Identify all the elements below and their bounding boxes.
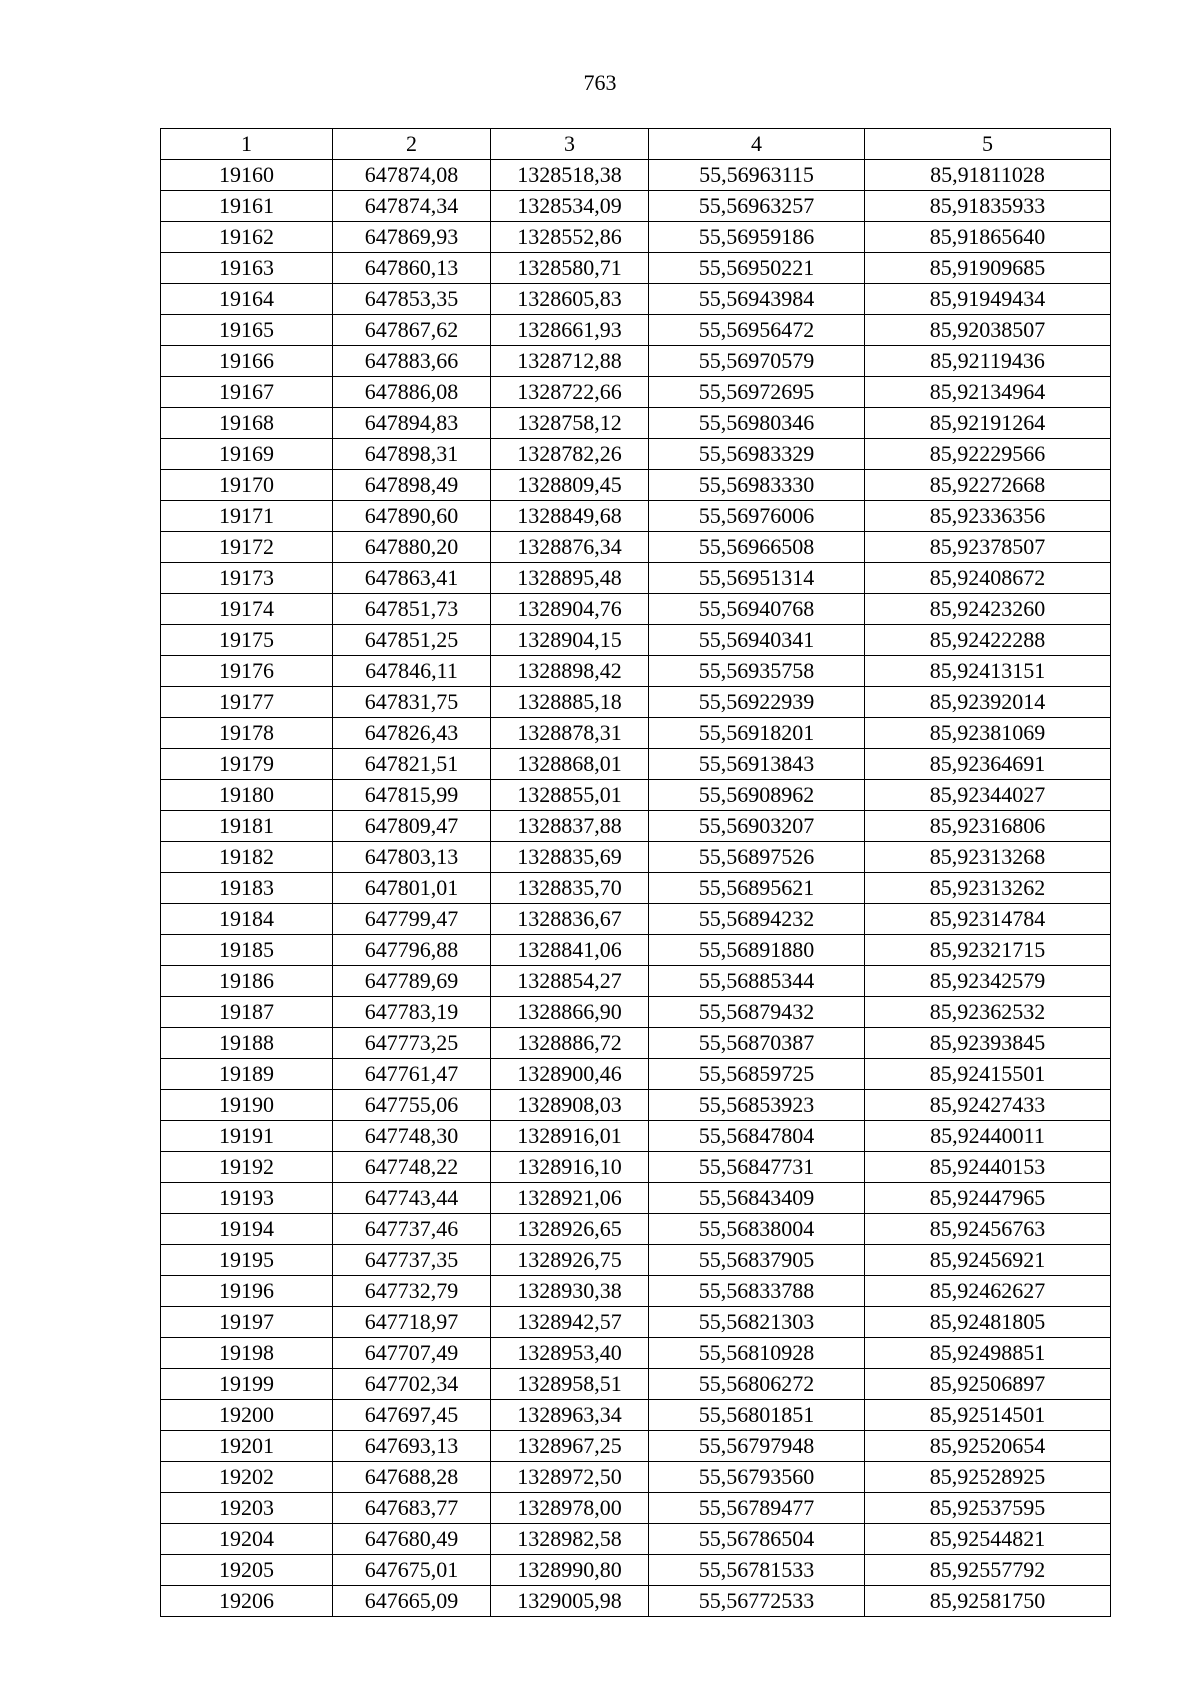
cell-col-5: 85,92456921	[865, 1245, 1111, 1276]
table-row	[161, 253, 1111, 284]
cell-col-3: 1328758,12	[491, 408, 649, 439]
cell-col-3: 1328841,06	[491, 935, 649, 966]
cell-col-3: 1328722,66	[491, 377, 649, 408]
cell-point-number: 19188	[161, 1028, 333, 1059]
cell-col-2: 647737,35	[333, 1245, 491, 1276]
cell-col-3: 1328972,50	[491, 1462, 649, 1493]
header-col-1: 1	[161, 129, 333, 160]
cell-col-5: 85,92408672	[865, 563, 1111, 594]
cell-point-number: 19184	[161, 904, 333, 935]
cell-col-4: 55,56963115	[649, 160, 865, 191]
cell-col-4: 55,56943984	[649, 284, 865, 315]
cell-col-3: 1328978,00	[491, 1493, 649, 1524]
table-row	[161, 470, 1111, 501]
table-row	[161, 873, 1111, 904]
cell-point-number: 19198	[161, 1338, 333, 1369]
cell-point-number: 19171	[161, 501, 333, 532]
cell-col-4: 55,56951314	[649, 563, 865, 594]
cell-col-3: 1328953,40	[491, 1338, 649, 1369]
cell-col-5: 85,92427433	[865, 1090, 1111, 1121]
cell-col-2: 647748,22	[333, 1152, 491, 1183]
table-row	[161, 1586, 1111, 1617]
cell-col-3: 1328835,69	[491, 842, 649, 873]
table-row	[161, 1431, 1111, 1462]
cell-col-5: 85,92581750	[865, 1586, 1111, 1617]
cell-col-5: 85,92506897	[865, 1369, 1111, 1400]
cell-col-4: 55,56781533	[649, 1555, 865, 1586]
table-row	[161, 1524, 1111, 1555]
table-row	[161, 284, 1111, 315]
table-row	[161, 935, 1111, 966]
cell-col-3: 1328958,51	[491, 1369, 649, 1400]
cell-col-4: 55,56970579	[649, 346, 865, 377]
cell-col-4: 55,56772533	[649, 1586, 865, 1617]
cell-col-3: 1328849,68	[491, 501, 649, 532]
cell-col-5: 85,91909685	[865, 253, 1111, 284]
cell-point-number: 19164	[161, 284, 333, 315]
cell-point-number: 19191	[161, 1121, 333, 1152]
cell-point-number: 19161	[161, 191, 333, 222]
cell-col-4: 55,56983330	[649, 470, 865, 501]
cell-col-4: 55,56959186	[649, 222, 865, 253]
cell-col-4: 55,56950221	[649, 253, 865, 284]
cell-col-3: 1328904,76	[491, 594, 649, 625]
cell-col-4: 55,56801851	[649, 1400, 865, 1431]
cell-col-2: 647809,47	[333, 811, 491, 842]
cell-col-2: 647867,62	[333, 315, 491, 346]
cell-col-4: 55,56976006	[649, 501, 865, 532]
cell-col-3: 1328904,15	[491, 625, 649, 656]
cell-col-4: 55,56847804	[649, 1121, 865, 1152]
cell-point-number: 19177	[161, 687, 333, 718]
table-row	[161, 1214, 1111, 1245]
cell-col-5: 85,92481805	[865, 1307, 1111, 1338]
cell-point-number: 19187	[161, 997, 333, 1028]
cell-point-number: 19202	[161, 1462, 333, 1493]
cell-col-5: 85,92191264	[865, 408, 1111, 439]
table-row	[161, 439, 1111, 470]
cell-col-2: 647886,08	[333, 377, 491, 408]
cell-col-5: 85,92336356	[865, 501, 1111, 532]
header-col-4: 4	[649, 129, 865, 160]
table-row	[161, 1307, 1111, 1338]
cell-col-5: 85,92520654	[865, 1431, 1111, 1462]
cell-col-4: 55,56897526	[649, 842, 865, 873]
table-header	[161, 129, 1111, 160]
cell-point-number: 19179	[161, 749, 333, 780]
cell-col-4: 55,56833788	[649, 1276, 865, 1307]
cell-col-4: 55,56922939	[649, 687, 865, 718]
cell-col-2: 647761,47	[333, 1059, 491, 1090]
cell-point-number: 19170	[161, 470, 333, 501]
cell-col-2: 647898,49	[333, 470, 491, 501]
cell-point-number: 19180	[161, 780, 333, 811]
cell-col-5: 85,92544821	[865, 1524, 1111, 1555]
table-row	[161, 997, 1111, 1028]
cell-col-3: 1328878,31	[491, 718, 649, 749]
cell-col-5: 85,91835933	[865, 191, 1111, 222]
cell-point-number: 19186	[161, 966, 333, 997]
cell-col-3: 1328900,46	[491, 1059, 649, 1090]
cell-point-number: 19189	[161, 1059, 333, 1090]
cell-col-2: 647680,49	[333, 1524, 491, 1555]
cell-col-3: 1328518,38	[491, 160, 649, 191]
cell-col-5: 85,92514501	[865, 1400, 1111, 1431]
cell-col-3: 1328836,67	[491, 904, 649, 935]
cell-col-5: 85,92313268	[865, 842, 1111, 873]
header-col-3: 3	[491, 129, 649, 160]
cell-col-3: 1328898,42	[491, 656, 649, 687]
table-row	[161, 1493, 1111, 1524]
cell-col-2: 647898,31	[333, 439, 491, 470]
table-row	[161, 1059, 1111, 1090]
cell-col-2: 647743,44	[333, 1183, 491, 1214]
cell-col-5: 85,92316806	[865, 811, 1111, 842]
cell-col-5: 85,92038507	[865, 315, 1111, 346]
cell-col-2: 647853,35	[333, 284, 491, 315]
table-row	[161, 1245, 1111, 1276]
cell-col-5: 85,92392014	[865, 687, 1111, 718]
cell-col-4: 55,56940341	[649, 625, 865, 656]
cell-col-2: 647846,11	[333, 656, 491, 687]
cell-col-5: 85,92393845	[865, 1028, 1111, 1059]
cell-col-4: 55,56966508	[649, 532, 865, 563]
table-row	[161, 1338, 1111, 1369]
cell-col-3: 1328552,86	[491, 222, 649, 253]
table-row	[161, 563, 1111, 594]
cell-point-number: 19205	[161, 1555, 333, 1586]
cell-col-5: 85,92423260	[865, 594, 1111, 625]
cell-col-2: 647831,75	[333, 687, 491, 718]
cell-col-4: 55,56935758	[649, 656, 865, 687]
cell-col-5: 85,92321715	[865, 935, 1111, 966]
cell-point-number: 19201	[161, 1431, 333, 1462]
cell-col-2: 647815,99	[333, 780, 491, 811]
table-row	[161, 656, 1111, 687]
cell-point-number: 19173	[161, 563, 333, 594]
cell-col-2: 647801,01	[333, 873, 491, 904]
cell-col-4: 55,56797948	[649, 1431, 865, 1462]
cell-col-3: 1328921,06	[491, 1183, 649, 1214]
cell-point-number: 19183	[161, 873, 333, 904]
cell-col-4: 55,56913843	[649, 749, 865, 780]
cell-col-2: 647803,13	[333, 842, 491, 873]
cell-col-4: 55,56903207	[649, 811, 865, 842]
cell-col-5: 85,92313262	[865, 873, 1111, 904]
cell-point-number: 19162	[161, 222, 333, 253]
cell-col-5: 85,92378507	[865, 532, 1111, 563]
cell-col-3: 1328605,83	[491, 284, 649, 315]
cell-col-3: 1328930,38	[491, 1276, 649, 1307]
table-row	[161, 1369, 1111, 1400]
cell-point-number: 19182	[161, 842, 333, 873]
cell-col-3: 1328886,72	[491, 1028, 649, 1059]
table-row	[161, 1090, 1111, 1121]
table-row	[161, 1028, 1111, 1059]
cell-point-number: 19165	[161, 315, 333, 346]
table-row	[161, 749, 1111, 780]
cell-col-5: 85,91949434	[865, 284, 1111, 315]
table-row	[161, 718, 1111, 749]
cell-point-number: 19167	[161, 377, 333, 408]
cell-col-4: 55,56847731	[649, 1152, 865, 1183]
cell-point-number: 19160	[161, 160, 333, 191]
cell-point-number: 19194	[161, 1214, 333, 1245]
cell-col-2: 647693,13	[333, 1431, 491, 1462]
cell-col-5: 85,91865640	[865, 222, 1111, 253]
cell-col-4: 55,56908962	[649, 780, 865, 811]
cell-point-number: 19176	[161, 656, 333, 687]
cell-col-3: 1328534,09	[491, 191, 649, 222]
table-row	[161, 687, 1111, 718]
table-row	[161, 1121, 1111, 1152]
cell-col-3: 1329005,98	[491, 1586, 649, 1617]
cell-col-5: 85,92362532	[865, 997, 1111, 1028]
cell-col-5: 85,92440153	[865, 1152, 1111, 1183]
cell-point-number: 19199	[161, 1369, 333, 1400]
table-row	[161, 1462, 1111, 1493]
cell-col-2: 647675,01	[333, 1555, 491, 1586]
cell-col-2: 647707,49	[333, 1338, 491, 1369]
table-row	[161, 501, 1111, 532]
cell-col-4: 55,56879432	[649, 997, 865, 1028]
table-row	[161, 346, 1111, 377]
table-row	[161, 780, 1111, 811]
cell-point-number: 19178	[161, 718, 333, 749]
cell-col-4: 55,56859725	[649, 1059, 865, 1090]
cell-col-5: 85,92134964	[865, 377, 1111, 408]
cell-col-2: 647880,20	[333, 532, 491, 563]
cell-col-4: 55,56821303	[649, 1307, 865, 1338]
cell-col-4: 55,56838004	[649, 1214, 865, 1245]
cell-col-3: 1328908,03	[491, 1090, 649, 1121]
cell-point-number: 19185	[161, 935, 333, 966]
cell-col-2: 647851,25	[333, 625, 491, 656]
table-row	[161, 1276, 1111, 1307]
cell-col-2: 647688,28	[333, 1462, 491, 1493]
cell-col-2: 647783,19	[333, 997, 491, 1028]
cell-col-2: 647732,79	[333, 1276, 491, 1307]
cell-col-2: 647826,43	[333, 718, 491, 749]
cell-col-5: 85,92364691	[865, 749, 1111, 780]
table-row	[161, 222, 1111, 253]
cell-col-4: 55,56843409	[649, 1183, 865, 1214]
cell-col-2: 647863,41	[333, 563, 491, 594]
coordinates-table	[160, 128, 1111, 1617]
cell-col-5: 85,92381069	[865, 718, 1111, 749]
cell-col-4: 55,56786504	[649, 1524, 865, 1555]
cell-col-3: 1328854,27	[491, 966, 649, 997]
page-number: 763	[583, 70, 617, 95]
cell-col-2: 647890,60	[333, 501, 491, 532]
table-row	[161, 377, 1111, 408]
cell-col-5: 85,92440011	[865, 1121, 1111, 1152]
cell-col-4: 55,56810928	[649, 1338, 865, 1369]
table-row	[161, 315, 1111, 346]
cell-col-5: 85,92422288	[865, 625, 1111, 656]
cell-col-3: 1328835,70	[491, 873, 649, 904]
cell-col-5: 85,92314784	[865, 904, 1111, 935]
cell-point-number: 19166	[161, 346, 333, 377]
cell-col-5: 85,92557792	[865, 1555, 1111, 1586]
cell-point-number: 19168	[161, 408, 333, 439]
cell-col-4: 55,56895621	[649, 873, 865, 904]
table-row	[161, 1152, 1111, 1183]
cell-col-4: 55,56793560	[649, 1462, 865, 1493]
table-row	[161, 811, 1111, 842]
cell-col-2: 647737,46	[333, 1214, 491, 1245]
cell-col-3: 1328868,01	[491, 749, 649, 780]
cell-col-3: 1328895,48	[491, 563, 649, 594]
cell-col-2: 647697,45	[333, 1400, 491, 1431]
cell-col-3: 1328916,10	[491, 1152, 649, 1183]
header-row	[161, 129, 1111, 160]
cell-point-number: 19204	[161, 1524, 333, 1555]
cell-col-4: 55,56894232	[649, 904, 865, 935]
cell-col-5: 85,92119436	[865, 346, 1111, 377]
cell-col-4: 55,56891880	[649, 935, 865, 966]
table-row	[161, 1555, 1111, 1586]
cell-col-5: 85,92415501	[865, 1059, 1111, 1090]
cell-point-number: 19172	[161, 532, 333, 563]
cell-col-3: 1328942,57	[491, 1307, 649, 1338]
cell-col-3: 1328855,01	[491, 780, 649, 811]
cell-col-3: 1328990,80	[491, 1555, 649, 1586]
cell-col-5: 85,92456763	[865, 1214, 1111, 1245]
cell-col-5: 85,92447965	[865, 1183, 1111, 1214]
cell-col-3: 1328782,26	[491, 439, 649, 470]
cell-point-number: 19169	[161, 439, 333, 470]
cell-col-5: 85,92229566	[865, 439, 1111, 470]
cell-col-2: 647799,47	[333, 904, 491, 935]
cell-point-number: 19163	[161, 253, 333, 284]
table-row	[161, 966, 1111, 997]
cell-point-number: 19190	[161, 1090, 333, 1121]
cell-col-2: 647755,06	[333, 1090, 491, 1121]
table-row	[161, 594, 1111, 625]
cell-col-2: 647789,69	[333, 966, 491, 997]
cell-col-3: 1328885,18	[491, 687, 649, 718]
cell-point-number: 19181	[161, 811, 333, 842]
header-col-5: 5	[865, 129, 1111, 160]
cell-col-2: 647718,97	[333, 1307, 491, 1338]
cell-col-4: 55,56972695	[649, 377, 865, 408]
table-row	[161, 408, 1111, 439]
cell-col-4: 55,56853923	[649, 1090, 865, 1121]
table-row	[161, 1183, 1111, 1214]
cell-point-number: 19193	[161, 1183, 333, 1214]
cell-col-5: 85,92342579	[865, 966, 1111, 997]
cell-col-2: 647796,88	[333, 935, 491, 966]
cell-point-number: 19175	[161, 625, 333, 656]
cell-col-3: 1328866,90	[491, 997, 649, 1028]
cell-col-2: 647894,83	[333, 408, 491, 439]
cell-col-3: 1328982,58	[491, 1524, 649, 1555]
cell-col-4: 55,56885344	[649, 966, 865, 997]
cell-col-2: 647874,34	[333, 191, 491, 222]
cell-col-5: 85,91811028	[865, 160, 1111, 191]
cell-col-2: 647748,30	[333, 1121, 491, 1152]
cell-col-4: 55,56789477	[649, 1493, 865, 1524]
cell-col-3: 1328963,34	[491, 1400, 649, 1431]
header-col-2: 2	[333, 129, 491, 160]
cell-col-4: 55,56940768	[649, 594, 865, 625]
cell-col-4: 55,56806272	[649, 1369, 865, 1400]
cell-point-number: 19200	[161, 1400, 333, 1431]
table-row	[161, 532, 1111, 563]
cell-col-3: 1328661,93	[491, 315, 649, 346]
cell-col-5: 85,92528925	[865, 1462, 1111, 1493]
cell-col-2: 647869,93	[333, 222, 491, 253]
table-row	[161, 842, 1111, 873]
cell-col-3: 1328926,75	[491, 1245, 649, 1276]
cell-point-number: 19206	[161, 1586, 333, 1617]
cell-point-number: 19174	[161, 594, 333, 625]
table-body	[161, 160, 1111, 1617]
cell-col-4: 55,56870387	[649, 1028, 865, 1059]
cell-col-3: 1328837,88	[491, 811, 649, 842]
cell-col-2: 647874,08	[333, 160, 491, 191]
cell-col-2: 647860,13	[333, 253, 491, 284]
table-row	[161, 1400, 1111, 1431]
cell-point-number: 19195	[161, 1245, 333, 1276]
cell-col-5: 85,92344027	[865, 780, 1111, 811]
cell-col-4: 55,56918201	[649, 718, 865, 749]
cell-point-number: 19192	[161, 1152, 333, 1183]
cell-col-2: 647683,77	[333, 1493, 491, 1524]
table-row	[161, 625, 1111, 656]
cell-col-2: 647702,34	[333, 1369, 491, 1400]
cell-col-5: 85,92272668	[865, 470, 1111, 501]
cell-col-3: 1328916,01	[491, 1121, 649, 1152]
cell-col-4: 55,56983329	[649, 439, 865, 470]
cell-col-5: 85,92413151	[865, 656, 1111, 687]
cell-col-3: 1328809,45	[491, 470, 649, 501]
cell-col-4: 55,56980346	[649, 408, 865, 439]
cell-col-2: 647883,66	[333, 346, 491, 377]
table-row	[161, 904, 1111, 935]
cell-point-number: 19197	[161, 1307, 333, 1338]
cell-col-2: 647665,09	[333, 1586, 491, 1617]
table-row	[161, 160, 1111, 191]
cell-col-3: 1328967,25	[491, 1431, 649, 1462]
cell-point-number: 19203	[161, 1493, 333, 1524]
cell-col-4: 55,56837905	[649, 1245, 865, 1276]
cell-col-3: 1328876,34	[491, 532, 649, 563]
cell-col-5: 85,92462627	[865, 1276, 1111, 1307]
cell-col-4: 55,56963257	[649, 191, 865, 222]
table-row	[161, 191, 1111, 222]
cell-col-5: 85,92537595	[865, 1493, 1111, 1524]
cell-col-2: 647773,25	[333, 1028, 491, 1059]
cell-col-2: 647851,73	[333, 594, 491, 625]
cell-col-3: 1328580,71	[491, 253, 649, 284]
cell-col-4: 55,56956472	[649, 315, 865, 346]
cell-col-5: 85,92498851	[865, 1338, 1111, 1369]
cell-col-3: 1328926,65	[491, 1214, 649, 1245]
cell-point-number: 19196	[161, 1276, 333, 1307]
cell-col-3: 1328712,88	[491, 346, 649, 377]
cell-col-2: 647821,51	[333, 749, 491, 780]
